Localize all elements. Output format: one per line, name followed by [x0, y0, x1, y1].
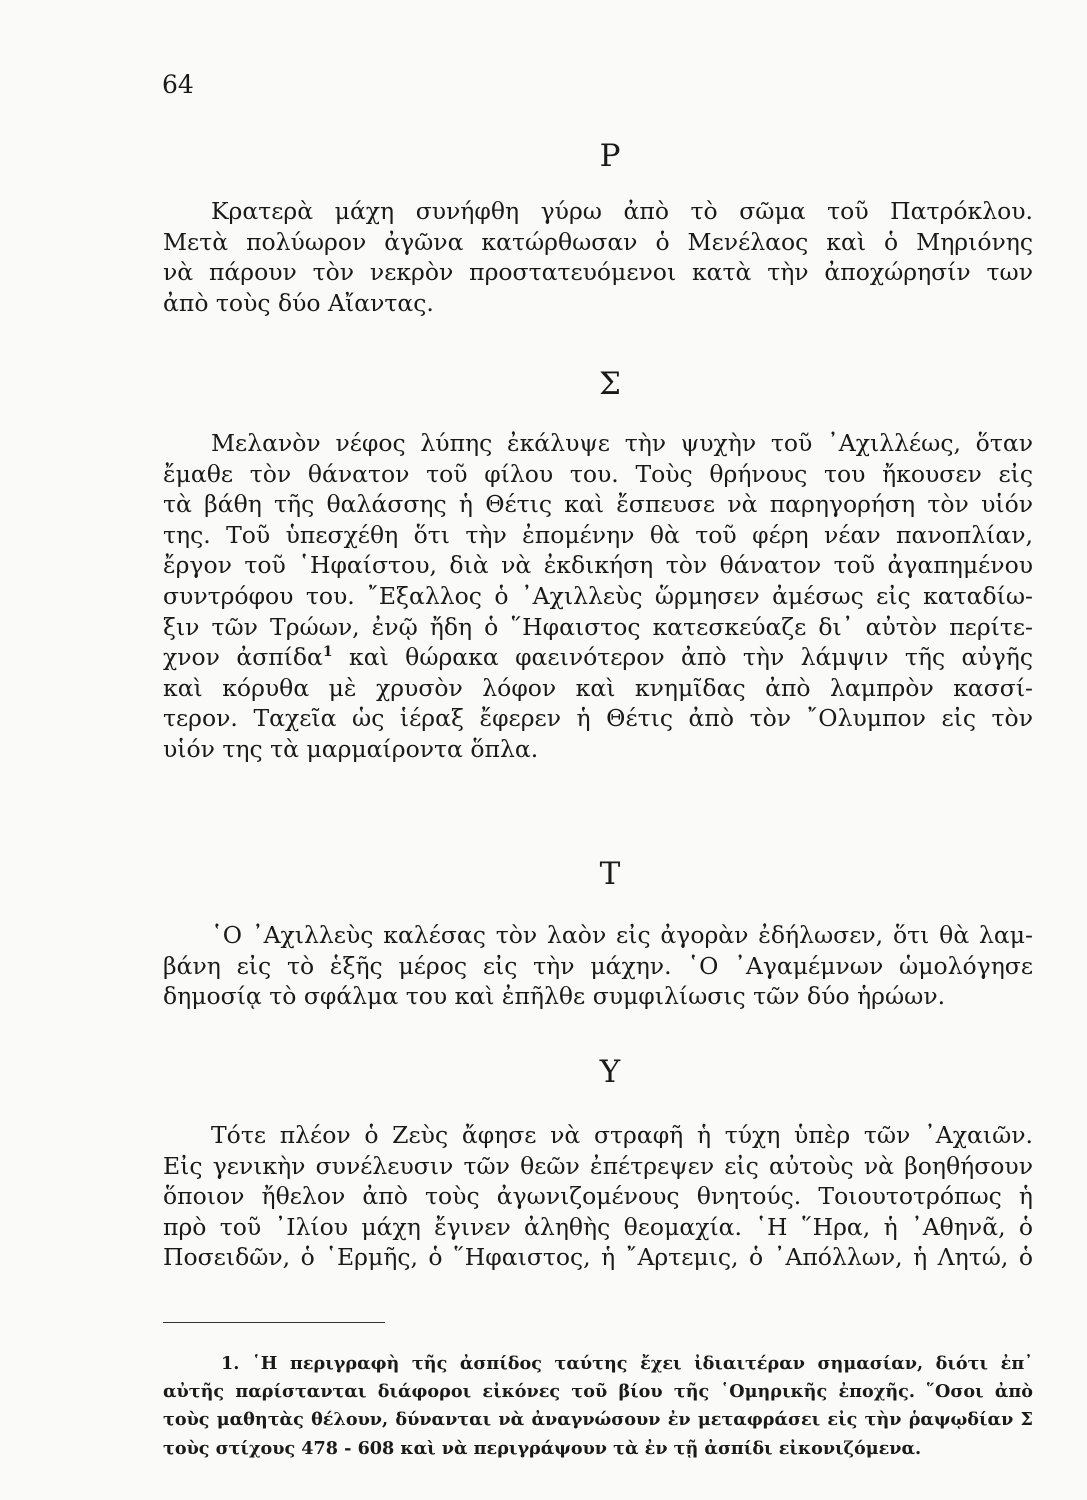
footnote-line: τοὺς στίχους 478 - 608 καὶ νὰ περιγράψουν τὰ ἐν τῇ ἀσπίδι εἰκονιζόμενα. — [163, 1437, 922, 1459]
text-line: ἔργον τοῦ ῾Ηφαίστου, διὰ νὰ ἐκδικήση τὸν θάνατον τοῦ ἀγαπημένου — [163, 551, 1033, 580]
text-line: ἔμαθε τὸν θάνατον τοῦ φίλου του. Τοὺς θρήνους του ἤκουσεν εἰς — [163, 459, 1033, 488]
text-line: συντρόφου του. ῎Εξαλλος ὁ ᾿Αχιλλεὺς ὥρμησεν ἀμέσως εἰς καταδίω- — [163, 581, 1033, 610]
text-line: δημοσίᾳ τὸ σφάλμα του καὶ ἐπῆλθε συμφιλίωσις τῶν δύο ἡρώων. — [163, 982, 946, 1011]
text-line: νὰ πάρουν τὸν νεκρὸν προστατευόμενοι κατὰ τὴν ἀποχώρησίν των — [163, 258, 1033, 287]
text-line-with-footnote — [163, 642, 1033, 673]
section-heading-rho: Ρ — [599, 138, 621, 174]
text-line: ὅποιον ἤθελον ἀπὸ τοὺς ἀγωνιζομένους θνητούς. Τοιουτοτρόπως ἡ — [163, 1182, 1033, 1211]
text-segment: καὶ θώρακα φαεινότερον ἀπὸ τὴν λάμψιν τῆς αὐγῆς — [349, 643, 1033, 672]
text-line: τὰ βάθη τῆς θαλάσσης ἡ Θέτις καὶ ἔσπευσε νὰ παρηγορήση τὸν υἱόν — [163, 490, 1033, 519]
text-line: ἀπὸ τοὺς δύο Αἴαντας. — [163, 288, 434, 317]
section-heading-sigma: Σ — [599, 366, 621, 402]
text-line: καὶ κόρυθα μὲ χρυσὸν λόφον καὶ κνημῖδας ἀπὸ λαμπρὸν κασσί- — [163, 673, 1033, 702]
text-line: πρὸ τοῦ ᾿Ιλίου μάχη ἔγινεν ἀληθὴς θεομαχία. ῾Η ῞Ηρα, ἡ ᾿Αθηνᾶ, ὁ — [163, 1212, 1033, 1241]
footnote-line: 1. ῾Η περιγραφὴ τῆς ἀσπίδος ταύτης ἔχει ἰδιαιτέραν σημασίαν, διότι ἐπ᾿ — [221, 1353, 1033, 1374]
text-line: Εἰς γενικὴν συνέλευσιν τῶν θεῶν ἐπέτρεψεν εἰς αὐτοὺς νὰ βοηθήσουν — [163, 1151, 1033, 1180]
footnote — [163, 1350, 1033, 1463]
text-segment: χνον ἀσπίδα — [163, 643, 323, 672]
paragraph-tau — [163, 920, 1033, 1012]
text-line: της. Τοῦ ὑπεσχέθη ὅτι τὴν ἐπομένην θὰ τοῦ φέρη νέαν πανοπλίαν, — [163, 520, 1033, 549]
footnote-divider — [163, 1322, 385, 1323]
text-line: υἱόν της τὰ μαρμαίροντα ὅπλα. — [163, 734, 539, 763]
text-line: Τότε πλέον ὁ Ζεὺς ἄφησε νὰ στραφῆ ἡ τύχη ὑπὲρ τῶν ᾿Αχαιῶν. — [211, 1121, 1033, 1149]
text-line: Μελανὸν νέφος λύπης ἐκάλυψε τὴν ψυχὴν τοῦ ᾿Αχιλλέως, ὅταν — [211, 429, 1033, 457]
paragraph-rho — [163, 196, 1033, 318]
footnote-reference: 1 — [322, 644, 333, 661]
text-line: ῾Ο ᾿Αχιλλεὺς καλέσας τὸν λαὸν εἰς ἀγορὰν ἐδήλωσεν, ὅτι θὰ λαμ- — [211, 921, 1033, 949]
text-line: ξιν τῶν Τρώων, ἐνῷ ἤδη ὁ ῞Ηφαιστος κατεσκεύαζε δι᾿ αὐτὸν περίτε- — [163, 612, 1033, 641]
section-heading-tau: Τ — [599, 856, 621, 892]
text-line: Κρατερὰ μάχη συνήφθη γύρω ἀπὸ τὸ σῶμα τοῦ Πατρόκλου. — [211, 197, 1033, 225]
text-line: Μετὰ πολύωρον ἀγῶνα κατώρθωσαν ὁ Μενέλαος καὶ ὁ Μηριόνης — [163, 227, 1033, 256]
text-line: βάνη εἰς τὸ ἑξῆς μέρος εἰς τὴν μάχην. ῾Ο ᾿Αγαμέμνων ὡμολόγησε — [163, 951, 1033, 980]
footnote-line: τοὺς μαθητὰς θέλουν, δύνανται νὰ ἀναγνώσουν ἐν μεταφράσει εἰς τὴν ῥαψῳδίαν Σ — [163, 1409, 1033, 1431]
text-line: τερον. Ταχεῖα ὡς ἱέραξ ἔφερεν ἡ Θέτις ἀπὸ τὸν ῎Ολυμπον εἰς τὸν — [163, 704, 1033, 733]
footnote-line: αὐτῆς παρίστανται διάφοροι εἰκόνες τοῦ βίου τῆς ῾Ομηρικῆς ἐποχῆς. ῞Οσοι ἀπὸ — [163, 1381, 1033, 1403]
paragraph-upsilon — [163, 1120, 1033, 1273]
paragraph-sigma — [163, 428, 1033, 765]
page-number: 64 — [162, 70, 194, 99]
text-line: Ποσειδῶν, ὁ ῾Ερμῆς, ὁ ῞Ηφαιστος, ἡ ῎Αρτεμις, ὁ ᾿Απόλλων, ἡ Λητώ, ὁ — [163, 1243, 1033, 1272]
section-heading-upsilon: Υ — [599, 1054, 621, 1090]
